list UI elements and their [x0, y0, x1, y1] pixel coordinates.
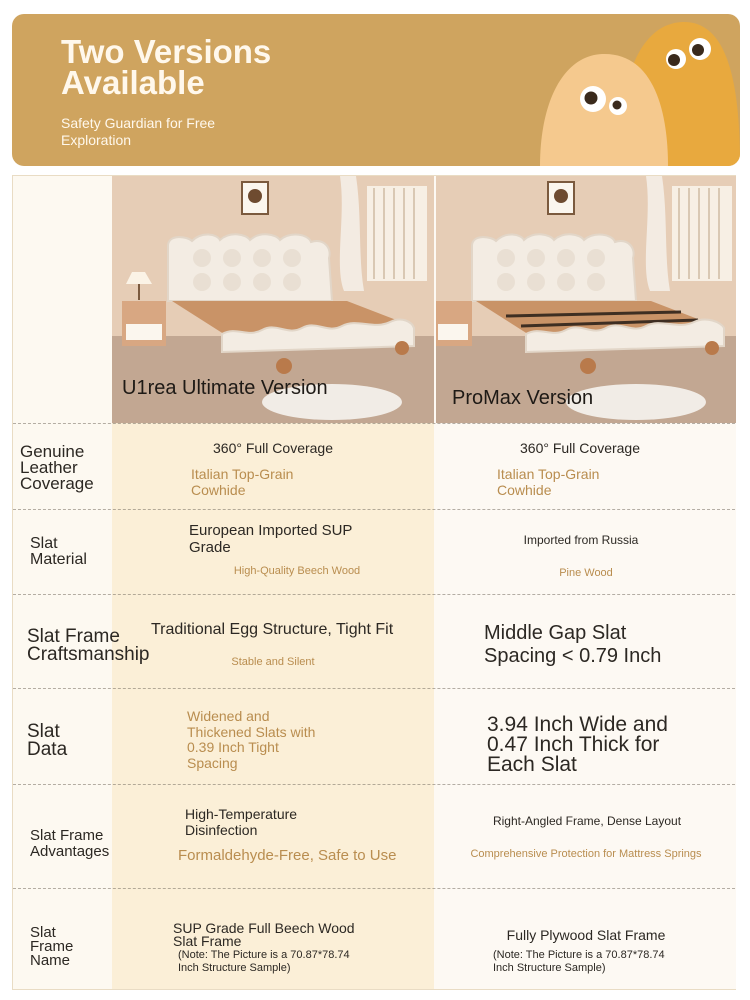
promax-frame-note: (Note: The Picture is a 70.87*78.74 Inch Structure Sample) [493, 949, 665, 974]
row-divider [13, 888, 735, 889]
row-label-leather-coverage: Genuine Leather Coverage [20, 442, 94, 493]
row-label-craftsmanship: Slat Frame Craftsmanship [27, 626, 150, 665]
row-label-frame-name: Slat Frame Name [30, 924, 74, 969]
ultimate-frame-note: (Note: The Picture is a 70.87*78.74 Inch Structure Sample) [178, 949, 350, 974]
ultimate-slat-wood: High-Quality Beech Wood [233, 565, 361, 577]
ultimate-frame-name: SUP Grade Full Beech Wood Slat Frame [173, 920, 355, 949]
promax-version-caption: ProMax Version [452, 387, 594, 409]
row-label-advantages: Slat Frame Advantages [30, 827, 110, 860]
promax-version-photo [436, 176, 736, 423]
comparison-table [12, 175, 736, 990]
row-label-slat-data: Slat Data [27, 721, 68, 760]
row-divider [13, 594, 735, 595]
ultimate-slat-data: Widened and Thickened Slats with 0.39 Inch Tight Spacing [187, 708, 316, 771]
row-label-slat-material: Slat Material [30, 535, 87, 568]
row-divider [13, 423, 735, 424]
row-divider [13, 688, 735, 689]
promax-frame-name: Fully Plywood Slat Frame [506, 927, 666, 943]
ultimate-craftsmanship: Traditional Egg Structure, Tight Fit [151, 621, 394, 638]
row-divider [13, 784, 735, 785]
row-divider [13, 509, 735, 510]
promax-advantage-note: Comprehensive Protection for Mattress Springs [470, 848, 702, 860]
promax-advantage: Right-Angled Frame, Dense Layout [492, 814, 682, 828]
ultimate-slat-material: European Imported SUP Grade [189, 522, 353, 556]
ultimate-version-caption: U1rea Ultimate Version [122, 377, 328, 399]
ultimate-craftsmanship-note: Stable and Silent [231, 656, 315, 668]
ultimate-advantage: High-Temperature Disinfection [185, 806, 298, 838]
promax-leather-type: Italian Top-Grain Cowhide [497, 466, 600, 498]
banner-subtitle: Safety Guardian for Free Exploration [61, 115, 216, 148]
ultimate-leather-coverage: 360° Full Coverage [213, 440, 333, 456]
mascot-illustration [532, 14, 740, 166]
banner-title: Two Versions Available [61, 33, 272, 101]
ultimate-leather-type: Italian Top-Grain Cowhide [191, 466, 294, 498]
promax-slat-origin: Imported from Russia [523, 533, 639, 547]
hero-banner [12, 14, 740, 166]
bed-illustration-promax [436, 176, 736, 423]
promax-leather-coverage: 360° Full Coverage [520, 440, 640, 456]
promax-slat-data: 3.94 Inch Wide and 0.47 Inch Thick for Each Slat [487, 713, 668, 776]
ultimate-version-photo [112, 176, 434, 423]
ultimate-advantage-note: Formaldehyde-Free, Safe to Use [178, 847, 397, 864]
promax-slat-wood: Pine Wood [559, 567, 613, 579]
promax-craftsmanship: Middle Gap Slat Spacing < 0.79 Inch [484, 622, 662, 667]
